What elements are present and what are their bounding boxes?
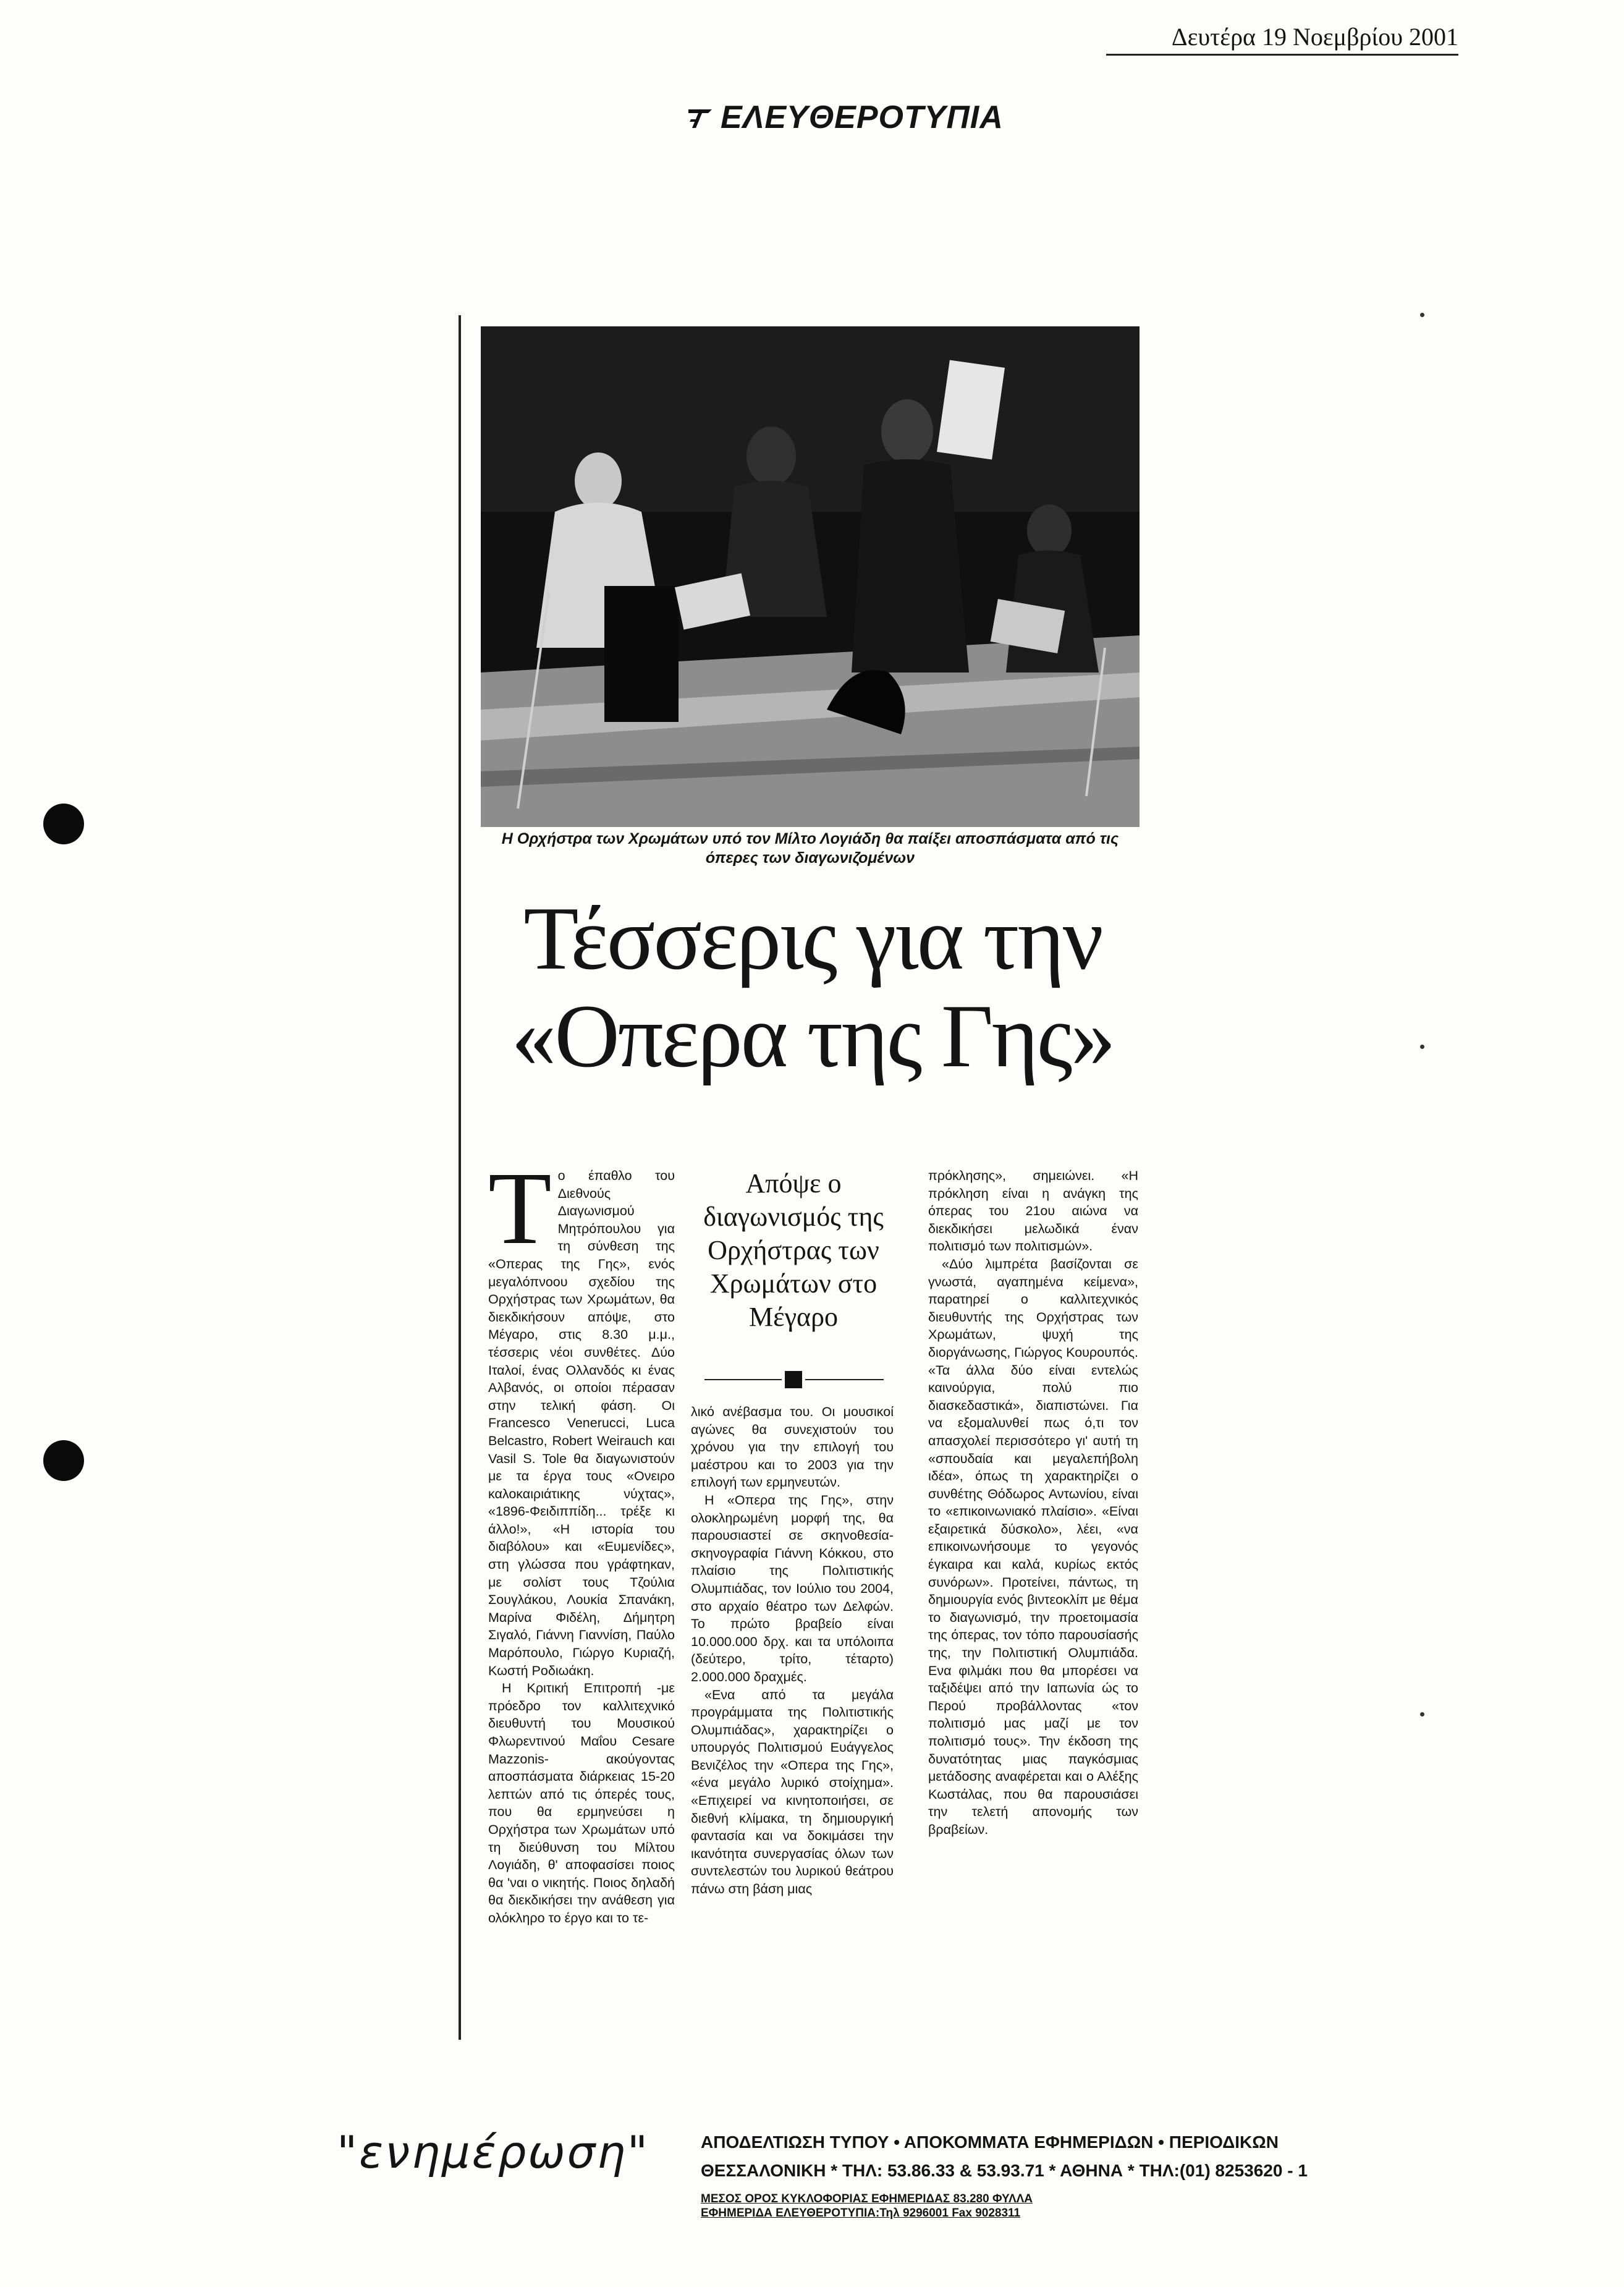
headline-line-1: Τέσσερις για την [523, 888, 1102, 988]
agency-services: ΑΠΟΔΕΛΤΙΩΣΗ ΤΥΠΟΥ • ΑΠΟΚΟΜΜΑΤΑ ΕΦΗΜΕΡΙΔΩΝ • ΠΕΡΙΟΔΙΚΩΝ [701, 2132, 1279, 2152]
agency-brand: "ενημέρωση" [337, 2126, 649, 2178]
speck-icon [1420, 1045, 1424, 1049]
clipping-date: Δευτέρα 19 Νοεμβρίου 2001 [1106, 22, 1458, 56]
headline-line-2: «Οπερα της Γης» [511, 985, 1114, 1086]
newspaper-logo-icon [686, 103, 714, 132]
punch-hole-icon [43, 1440, 84, 1481]
article-paragraph: Η Κριτική Επιτροπή -με πρόεδρο τον καλλιτεχνικό διευθυντή του Μουσικού Φλωρεντινού Μαΐου Cesare Mazzonis- ακούγοντας αποσπάσματα διάρκειας 15-20 λεπτών από τις όπερές τους, που θα ερμηνεύσει η Ορχήστρα των Χρωμάτων υπό τη διεύθυνση του Μίλτου Λογιάδη, θ' αποφασίσει ποιος θα 'ναι ο νικητής. Ποιος δηλαδή θα διεκδικήσει την ανάθεση για ολόκληρο το έργο και το τε- [488, 1681, 675, 1925]
ornament-divider-icon [704, 1368, 884, 1391]
circulation-note: ΜΕΣΟΣ ΟΡΟΣ ΚΥΚΛΟΦΟΡΙΑΣ ΕΦΗΜΕΡΙΔΑΣ 83.280 ΦΥΛΛΑ [701, 2192, 1033, 2205]
photo-caption: Η Ορχήστρα των Χρωμάτων υπό τον Μίλτο Λογιάδη θα παίξει αποσπάσματα από τις όπερες των διαγωνιζομένων [501, 830, 1119, 867]
article-paragraph: λικό ανέβασμα του. Οι μουσικοί αγώνες θα συνεχιστούν του χρόνου για την επιλογή του μαέστρου και το 2003 για την επιλογή των ερμηνευτών. [691, 1404, 894, 1490]
article-column-1 [488, 1151, 675, 1927]
headline [470, 890, 1156, 1085]
speck-icon [1420, 313, 1424, 317]
article-paragraph: Η «Οπερα της Γης», στην ολοκληρωμένη μορφή της, θα παρουσιαστεί σε σκηνοθεσία-σκηνογραφία Γιάννη Κόκκου, στο πλαίσιο της Πολιτιστικής Ολυμπιάδας, τον Ιούλιο του 2004, στο αρχαίο θέατρο των Δελφών. Το πρώτο βραβείο είναι 10.000.000 δρχ. και τα υπόλοιπα (δεύτερο, τρίτο, τέταρτο) 2.000.000 δραχμές. [691, 1492, 894, 1684]
article-paragraph: ο έπαθλο του Διεθνούς Διαγωνισμού Μητρόπουλου για τη σύνθεση της «Οπερας της Γης», ενός μεγαλόπνοου σχεδίου της Ορχήστρας των Χρωμάτων, θα διεκδικήσουν απόψε, στο Μέγαρο, στις 8.30 μ.μ., τέσσερις νέοι συνθέτες. Δύο Ιταλοί, ένας Ολλανδός κι ένας Αλβανός, οι οποίοι πέρασαν στην τελική φάση. Οι Francesco Venerucci, Luca Belcastro, Robert Weirauch και Vasil S. Tole θα διαγωνιστούν με τα έργα τους «Ονειρο καλοκαιριάτικης νύχτας», «1896-Φειδιππίδη... τρέξε κι άλλο!», «Η ιστορία του διαβόλου» και «Ευμενίδες», στη γλώσσα που γράφτηκαν, με σολίστ τους Τζούλια Σουγλάκου, Λουκία Σπανάκη, Μαρίνα Φιδέλη, Δήμητρη Σιγαλό, Γιάννη Γιαννίση, Παύλο Μαρόπουλο, Γιώργο Κυριαζή, Κωστή Ροδιωάκη. [488, 1168, 675, 1678]
newspaper-masthead [686, 99, 1004, 136]
orchestra-photo-icon [481, 326, 1140, 827]
article-paragraph: πρόκλησης», σημειώνει. «Η πρόκληση είναι η ανάγκη της όπερας του 21ου αιώνα να διεκδικήσει μελωδικά έναν πολιτισμό των πολιτισμών». [928, 1168, 1138, 1254]
punch-hole-icon [43, 804, 84, 844]
newspaper-name: ΕΛΕΥΘΕΡΟΤΥΠΙΑ [721, 100, 1004, 135]
article-paragraph: «Δύο λιμπρέτα βασίζονται σε γνωστά, αγαπημένα κείμενα», παρατηρεί ο καλλιτεχνικός διευθυντής της Ορχήστρας των Χρωμάτων, ψυχή της διοργάνωσης, Γιώργος Κουρουπός. «Τα άλλα δύο είναι εντελώς καινούργια, πολύ πιο διασκεδαστικά», διαπιστώνει. Για να εξομαλυνθεί πως ό,τι τον απασχολεί περισσότερο γι' αυτή τη «σπουδαία και μεγαλεπήβολη ιδέα», όπως τη χαρακτηρίζει ο συνθέτης Θόδωρος Αντωνίου, είναι το «επικοινωνιακό πλαίσιο». «Είναι εξαιρετικά δύσκολο», λέει, «να επικοινωνήσουμε το γεγονός έγκαιρα και καλά, κυρίως εκτός συνόρων». Προτείνει, πάντως, τη δημιουργία ενός βιντεοκλίπ με θέμα το διαγωνισμό, την προετοιμασία της όπερας, τον τόπο παρουσίασής της, την Πολιτιστική Ολυμπιάδα. Ενα φιλμάκι που θα μπορέσει να ταξιδέψει από την Ιαπωνία ώς το Περού προβάλλοντας «τον πολιτισμό μας μαζί με τον πολιτισμό τους». Την έκδοση της δυνατότητας μιας παγκόσμιας μετάδοσης αναφέρεται και ο Αλέξης Κωστάλας, που θα παρουσιάσει την τελετή απονομής των βραβείων. [928, 1256, 1138, 1837]
column-rule [459, 315, 461, 2040]
article-paragraph: «Ενα από τα μεγάλα προγράμματα της Πολιτιστικής Ολυμπιάδας», χαρακτηρίζει ο υπουργός Πολιτισμού Ευάγγελος Βενιζέλος την «Οπερα της Γης», «ένα μεγάλο λυρικό στοίχημα». «Επιχειρεί να κινητοποιήσει, σε διεθνή κλίμακα, τη δημιουργική φαντασία και να δοκιμάσει την ικανότητα συνεργασίας όλων των συντελεστών του λυρικού θεάτρου πάνω στη βάση μιας [691, 1687, 894, 1897]
speck-icon [1420, 1712, 1424, 1716]
subheadline: Απόψε ο διαγωνισμός της Ορχήστρας των Χρωμάτων στο Μέγαρο [703, 1168, 884, 1332]
newspaper-contact: ΕΦΗΜΕΡΙΔΑ ΕΛΕΥΘΕΡΟΤΥΠΙΑ:Τηλ 9296001 Fax 9028311 [701, 2207, 1021, 2220]
article-column-2 [691, 1403, 894, 1898]
orchestra-photo [481, 326, 1140, 827]
agency-contacts: ΘΕΣΣΑΛΟΝΙΚΗ * ΤΗΛ: 53.86.33 & 53.93.71 * ΑΘΗΝΑ * ΤΗΛ:(01) 8253620 - 1 [701, 2161, 1308, 2180]
article-column-3 [928, 1167, 1138, 1839]
drop-cap: Τ [488, 1151, 552, 1266]
